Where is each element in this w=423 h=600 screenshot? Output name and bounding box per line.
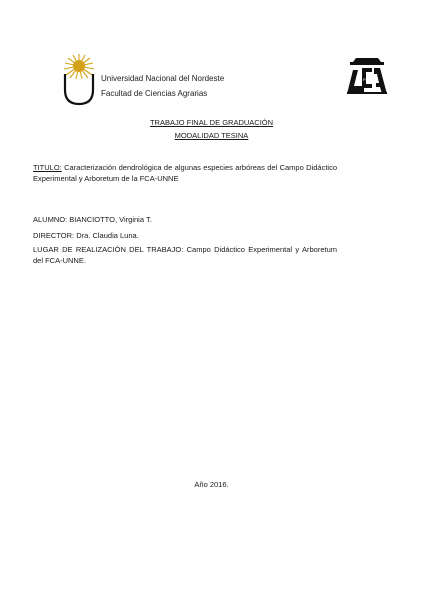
- fca-logo-icon: [344, 56, 390, 96]
- student-line: [33, 214, 337, 225]
- director-label: DIRECTOR:: [33, 231, 75, 240]
- document-heading: TRABAJO FINAL DE GRADUACIÓN: [149, 118, 274, 127]
- place-paragraph: [33, 244, 337, 266]
- unne-sun-logo-icon: [62, 52, 96, 106]
- thesis-title-paragraph: [33, 162, 337, 184]
- director-name: Dra. Claudia Luna.: [76, 231, 139, 240]
- place-label: LUGAR DE REALIZACIÓN DEL TRABAJO:: [33, 245, 184, 254]
- title-label: TITULO:: [33, 163, 62, 172]
- fca-logo-text: FCA: [363, 77, 371, 82]
- student-name: BIANCIOTTO, Virginia T.: [69, 215, 152, 224]
- university-name: Universidad Nacional del Nordeste: [101, 74, 225, 83]
- document-subheading: MODALIDAD TESINA: [174, 131, 249, 140]
- director-line: [33, 230, 337, 241]
- title-text: Caracterización dendrológica de algunas especies arbóreas del Campo Didáctico Experimental y Arboretum de la FCA-UNNE: [33, 163, 337, 183]
- student-label: ALUMNO:: [33, 215, 68, 224]
- university-name-block: [101, 71, 224, 101]
- faculty-name: Facultad de Ciencias Agrarias: [101, 89, 208, 98]
- place-text: Campo Didáctico Experimental y Arboretum del FCA-UNNE.: [33, 245, 337, 265]
- document-year: Año 2016.: [194, 480, 229, 489]
